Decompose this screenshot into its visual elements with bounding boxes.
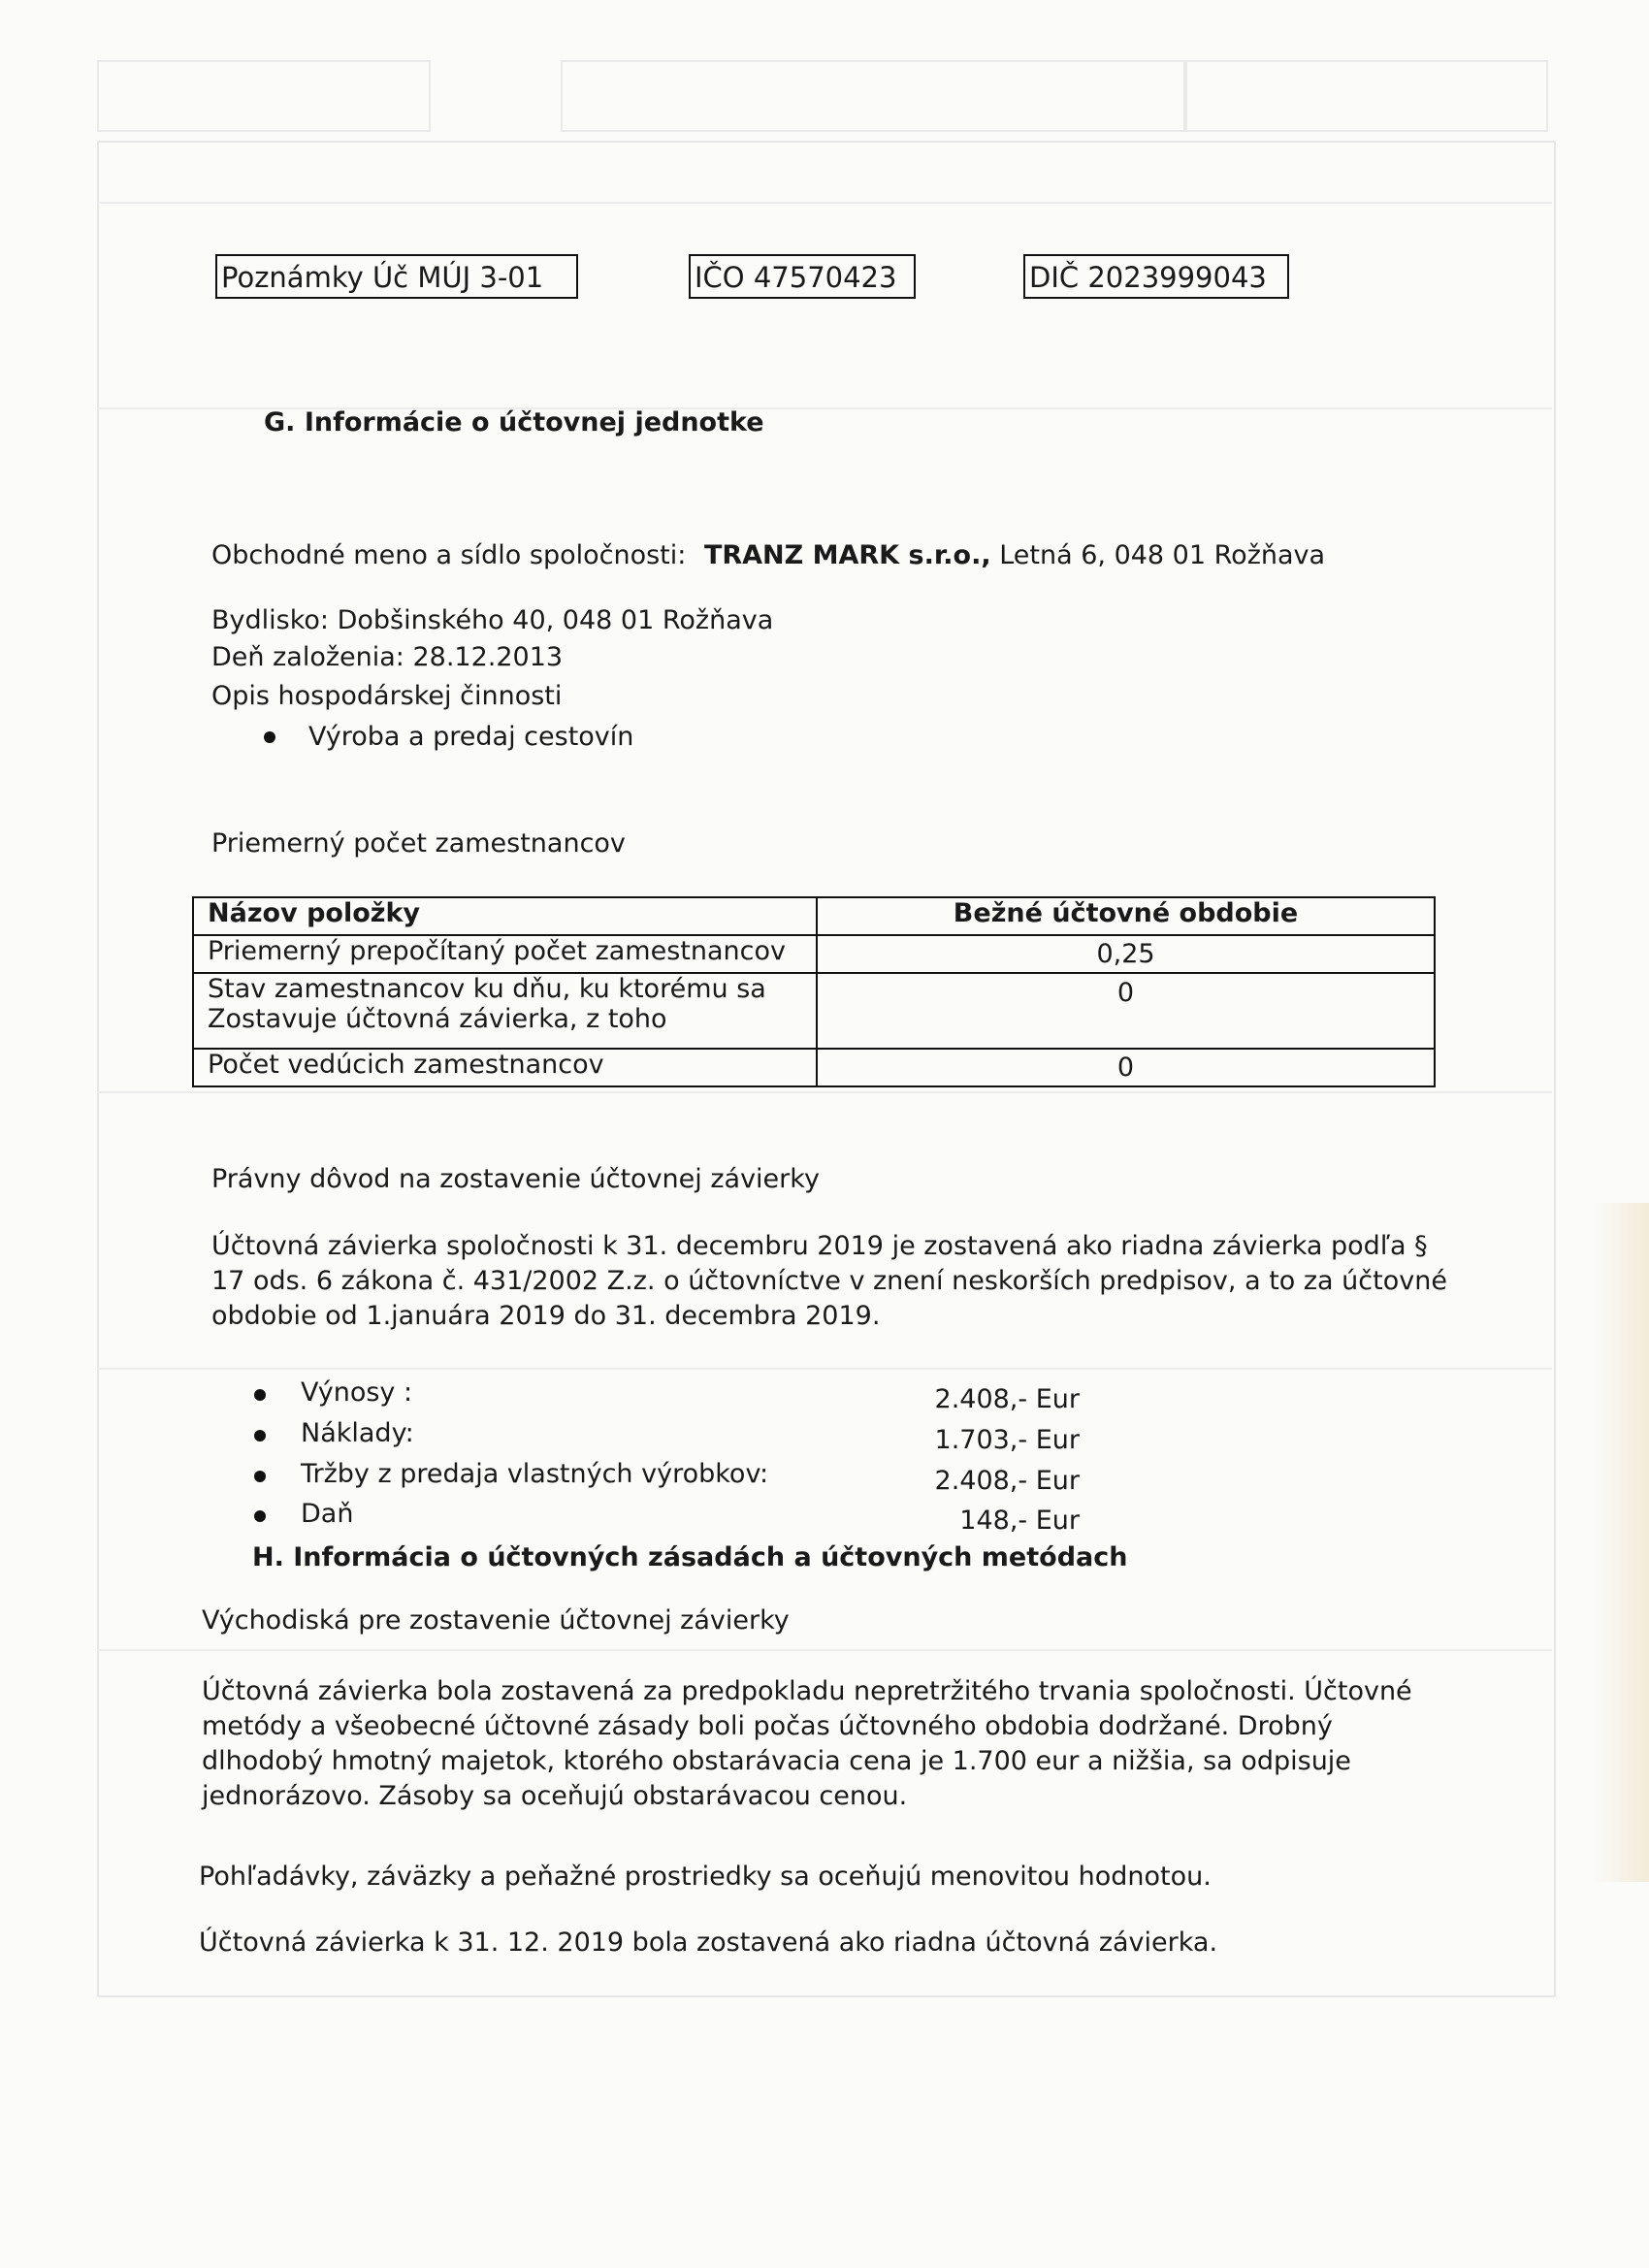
company-name: TRANZ MARK s.r.o.,	[703, 540, 991, 570]
row-name	[193, 973, 817, 1049]
company-address: Letná 6, 048 01 Rožňava	[999, 540, 1326, 570]
col-header-item: Názov položky	[193, 897, 817, 935]
ghost-rule	[97, 1091, 1552, 1093]
company-label: Obchodné meno a sídlo spoločnosti:	[211, 540, 687, 570]
ghost-barcode-box	[97, 60, 431, 132]
section-h-title: H. Informácia o účtovných zásadách a účtovných metódach	[252, 1542, 1128, 1572]
basis-line: dlhodobý hmotný majetok, ktorého obstarávacia cena je 1.700 eur a nižšia, sa odpisuje	[202, 1746, 1351, 1776]
table-row	[193, 935, 1435, 973]
ghost-rule	[97, 202, 1552, 204]
activity-label: Opis hospodárskej činnosti	[211, 681, 563, 711]
bullet-icon	[254, 1389, 266, 1401]
receivables-text: Pohľadávky, záväzky a peňažné prostriedky sa oceňujú menovitou hodnotou.	[199, 1862, 1212, 1892]
basis-line: metódy a všeobecné účtovné zásady boli počas účtovného obdobia dodržané. Drobný	[202, 1711, 1333, 1741]
basis-line: jednorázovo. Zásoby sa oceňujú obstarávacou cenou.	[202, 1781, 908, 1811]
row-value: 0	[817, 973, 1435, 1049]
bullet-icon	[264, 731, 275, 743]
table-row	[193, 1049, 1435, 1086]
basis-line: Účtovná závierka bola zostavená za predpokladu nepretržitého trvania spoločnosti. Účtovné	[202, 1676, 1412, 1706]
company-line	[211, 538, 1325, 573]
section-g-title: G. Informácie o účtovnej jednotke	[264, 407, 764, 437]
row-name: Priemerný prepočítaný počet zamestnancov	[193, 935, 817, 973]
notes-label-box: Poznámky Úč MÚJ 3-01	[215, 254, 578, 299]
financial-label: Výnosy :	[301, 1377, 413, 1408]
basis-title: Východiská pre zostavenie účtovnej závierky	[202, 1605, 790, 1636]
ghost-rule	[97, 1368, 1552, 1370]
ghost-header-box	[561, 60, 1185, 132]
legal-line: Účtovná závierka spoločnosti k 31. decembru 2019 je zostavená ako riadna závierka podľa §	[211, 1231, 1428, 1261]
financial-amount: 2.408,- Eur	[934, 1384, 1080, 1414]
col-header-period: Bežné účtovné obdobie	[817, 897, 1435, 935]
closing-text: Účtovná závierka k 31. 12. 2019 bola zostavená ako riadna účtovná závierka.	[199, 1928, 1218, 1958]
bullet-icon	[254, 1471, 266, 1482]
founded-date: Deň založenia: 28.12.2013	[211, 642, 564, 672]
employees-title: Priemerný počet zamestnancov	[211, 828, 626, 859]
row-value: 0	[817, 1049, 1435, 1086]
row-name: Počet vedúcich zamestnancov	[193, 1049, 817, 1086]
employees-table	[192, 896, 1436, 1087]
financial-label: Daň	[301, 1499, 354, 1529]
financial-amount: 148,- Eur	[959, 1506, 1080, 1536]
residence: Bydlisko: Dobšinského 40, 048 01 Rožňava	[211, 605, 774, 635]
table-row	[193, 973, 1435, 1049]
financial-amount: 2.408,- Eur	[934, 1466, 1080, 1496]
financial-label: Tržby z predaja vlastných výrobkov:	[301, 1459, 769, 1489]
basis-paragraph	[202, 1674, 1463, 1814]
row-value: 0,25	[817, 935, 1435, 973]
legal-title: Právny dôvod na zostavenie účtovnej závierky	[211, 1164, 820, 1194]
paper-stain	[1591, 1203, 1649, 1882]
bullet-icon	[254, 1510, 266, 1522]
ghost-header-box-2	[1185, 60, 1548, 132]
row-name-line: Stav zamestnancov ku dňu, ku ktorému sa	[208, 974, 766, 1004]
legal-paragraph	[211, 1229, 1472, 1334]
legal-line: 17 ods. 6 zákona č. 431/2002 Z.z. o účtovníctve v znení neskorších predpisov, a to za účtovné	[211, 1266, 1447, 1296]
activity-item: Výroba a predaj cestovín	[308, 722, 634, 752]
financial-amount: 1.703,- Eur	[934, 1425, 1080, 1455]
financial-label: Náklady:	[301, 1418, 414, 1448]
ghost-rule	[97, 1649, 1552, 1651]
dic-box: DIČ 2023999043	[1023, 254, 1289, 299]
row-name-line: Zostavuje účtovná závierka, z toho	[208, 1004, 667, 1034]
bullet-icon	[254, 1430, 266, 1442]
ico-box: IČO 47570423	[689, 254, 916, 299]
legal-line: obdobie od 1.januára 2019 do 31. decembra 2019.	[211, 1301, 881, 1331]
table-header-row	[193, 897, 1435, 935]
